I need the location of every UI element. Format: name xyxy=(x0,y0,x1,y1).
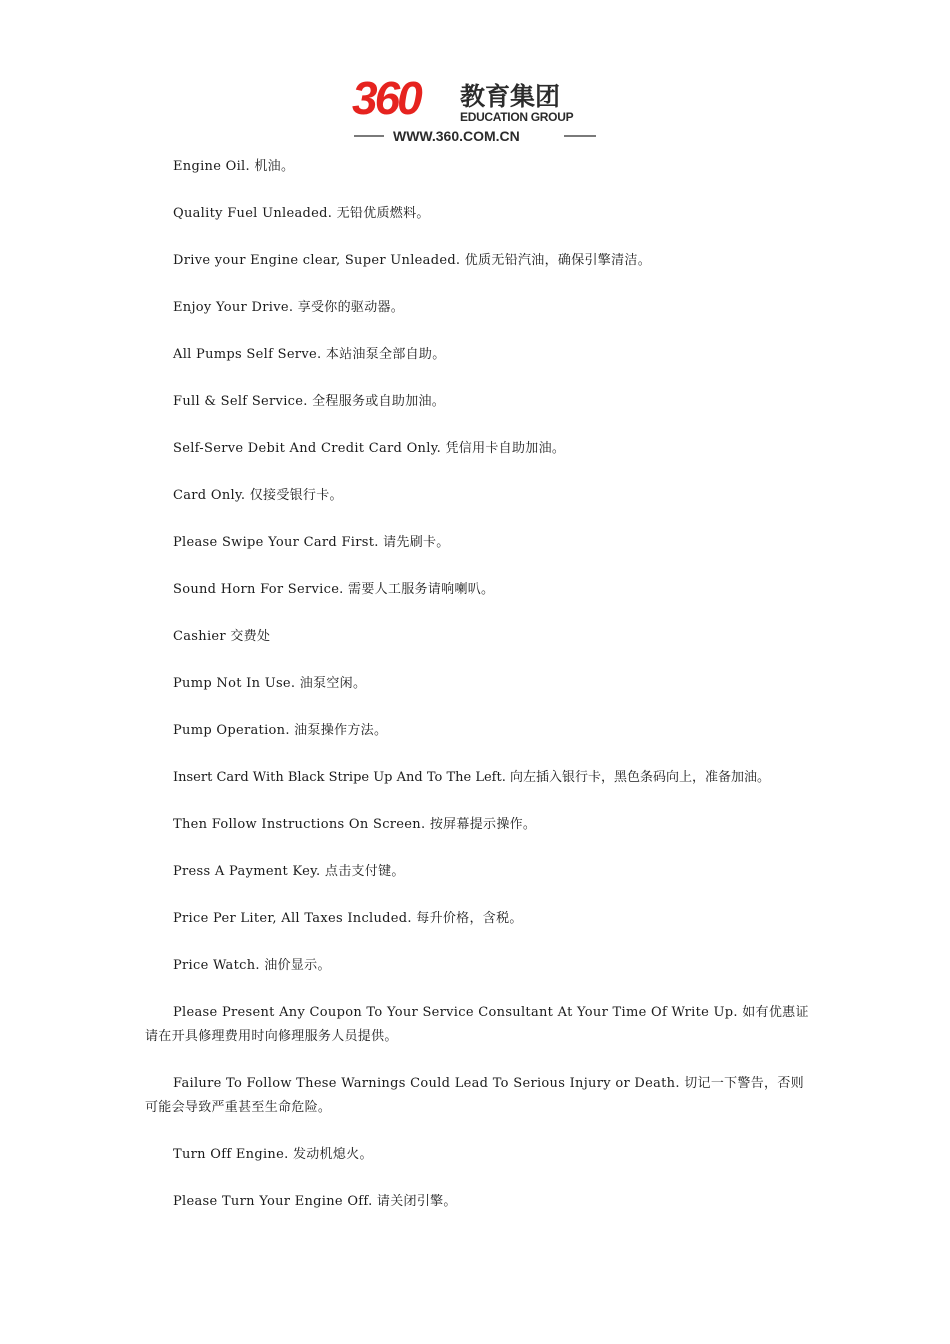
text-line: Please Turn Your Engine Off. 请关闭引擎。 xyxy=(173,1194,457,1209)
text-line: Price Watch. 油价显示。 xyxy=(173,958,331,973)
text-line: Press A Payment Key. 点击支付键。 xyxy=(173,864,405,879)
text-line: Insert Card With Black Stripe Up And To The Left. 向左插入银行卡，黑色条码向上，准备加油。 xyxy=(173,770,770,785)
text-line: Cashier 交费处 xyxy=(173,629,271,644)
text-line: Sound Horn For Service. 需要人工服务请响喇叭。 xyxy=(173,582,495,597)
text-line: Please Swipe Your Card First. 请先刷卡。 xyxy=(173,535,450,550)
text-line: Card Only. 仅接受银行卡。 xyxy=(173,488,343,503)
text-line: All Pumps Self Serve. 本站油泵全部自助。 xyxy=(173,347,446,362)
text-paragraph: Failure To Follow These Warnings Could Lead To Serious Injury or Death. 切记一下警告，否则可能会导致严重甚至生命危险。 xyxy=(145,1076,804,1115)
text-line: Full & Self Service. 全程服务或自助加油。 xyxy=(173,394,446,409)
logo-cn-name: 教育集团 xyxy=(460,82,561,111)
text-line: Drive your Engine clear, Super Unleaded. 优质无铅汽油，确保引擎清洁。 xyxy=(173,253,651,268)
text-line: Pump Operation. 油泵操作方法。 xyxy=(173,723,388,738)
text-line: Self-Serve Debit And Credit Card Only. 凭信用卡自助加油。 xyxy=(173,441,566,456)
logo-graphic xyxy=(352,78,600,148)
logo-url: WWW.360.COM.CN xyxy=(393,128,520,144)
text-line: Price Per Liter, All Taxes Included. 每升价格，含税。 xyxy=(173,911,523,926)
text-paragraph: Please Present Any Coupon To Your Service Consultant At Your Time Of Write Up. 如有优惠证请在开具修理费用时向修理服务人员提供。 xyxy=(145,1005,809,1044)
text-line: Quality Fuel Unleaded. 无铅优质燃料。 xyxy=(173,206,430,221)
text-line: Engine Oil. 机油。 xyxy=(173,159,295,174)
text-line: Turn Off Engine. 发动机熄火。 xyxy=(173,1147,373,1162)
document-body xyxy=(145,155,810,1237)
logo-en-name: EDUCATION GROUP xyxy=(460,110,574,124)
text-line: Pump Not In Use. 油泵空闲。 xyxy=(173,676,367,691)
text-line: Then Follow Instructions On Screen. 按屏幕提示操作。 xyxy=(173,817,537,832)
logo-number: 360 xyxy=(352,78,420,124)
company-logo xyxy=(352,78,600,148)
text-line: Enjoy Your Drive. 享受你的驱动器。 xyxy=(173,300,405,315)
